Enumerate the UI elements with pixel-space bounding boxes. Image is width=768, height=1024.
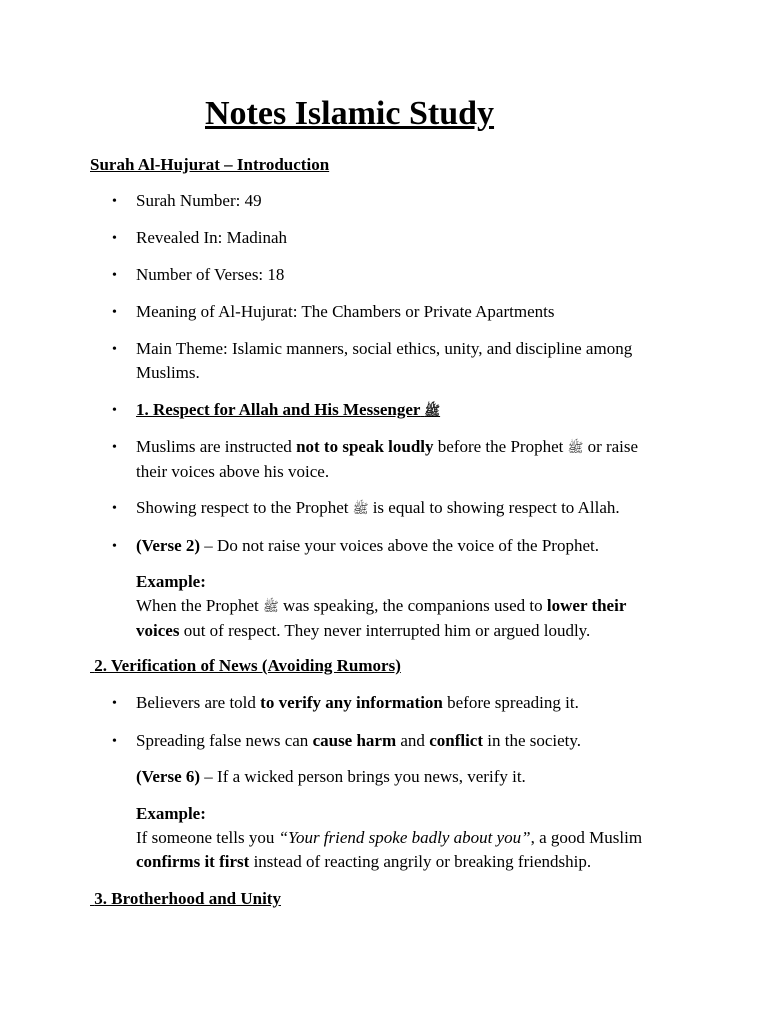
emphasis-text: conflict [429, 731, 484, 750]
emphasis-text: not to speak loudly [296, 437, 434, 456]
section-heading-brotherhood [90, 887, 281, 911]
page-title: Notes Islamic Study [205, 95, 495, 132]
bullet-icon: • [112, 696, 117, 711]
verse-line [136, 765, 676, 789]
section-heading-text: 2. Verification of News (Avoiding Rumors) [94, 656, 401, 675]
list-item: Meaning of Al-Hujurat: The Chambers or Private Apartments [136, 302, 555, 321]
emphasis-text: cause harm [312, 731, 397, 750]
section-heading-introduction: Surah Al-Hujurat – Introduction [90, 155, 330, 174]
text-run: – Do not raise your voices above the voice of the Prophet. [200, 536, 599, 555]
example-label: Example: [136, 572, 206, 591]
text-run: When the Prophet [136, 596, 263, 615]
bullet-icon: • [112, 501, 117, 516]
text-run: out of respect. They never interrupted him or argued loudly. [179, 621, 591, 640]
example-text [136, 826, 671, 874]
bullet-icon: • [112, 305, 117, 320]
salutation-glyph: ﷺ [352, 501, 369, 516]
bullet-icon: • [112, 539, 117, 554]
bullet-icon: • [112, 403, 117, 418]
list-item [136, 435, 666, 484]
bullet-icon: • [112, 194, 117, 209]
list-item [136, 691, 676, 715]
text-run: , a good Muslim [530, 828, 643, 847]
section-heading-verification [90, 654, 401, 678]
list-item: Number of Verses: 18 [136, 265, 285, 284]
bullet-icon: • [112, 231, 117, 246]
text-run: before the Prophet [433, 437, 568, 456]
list-item [136, 534, 676, 558]
bullet-icon: • [112, 440, 117, 455]
emphasis-text: lower their voices [136, 596, 627, 640]
bullet-icon: • [112, 268, 117, 283]
verse-reference: (Verse 6) [136, 767, 201, 786]
text-run: Believers are told [136, 693, 261, 712]
text-run: If someone tells you [136, 828, 279, 847]
list-item [136, 729, 676, 753]
salutation-glyph: ﷺ [424, 403, 441, 418]
salutation-glyph: ﷺ [263, 599, 279, 614]
emphasis-text: to verify any information [260, 693, 443, 712]
bullet-icon: • [112, 342, 117, 357]
quoted-text: “Your friend spoke badly about you” [278, 828, 531, 847]
text-run: before spreading it. [442, 693, 579, 712]
bullet-icon: • [112, 734, 117, 749]
text-run: Showing respect to the Prophet [136, 498, 353, 517]
salutation-glyph: ﷺ [567, 440, 584, 455]
text-run: instead of reacting angrily or breaking friendship. [249, 852, 592, 871]
text-run: and [396, 731, 430, 750]
text-run: was speaking, the companions used to [278, 596, 547, 615]
list-item: Main Theme: Islamic manners, social ethics, unity, and discipline among Muslims. [136, 339, 633, 382]
section-heading-text: 3. Brotherhood and Unity [94, 889, 281, 908]
list-item [136, 496, 676, 521]
text-run: or raise their voices above his voice. [136, 437, 639, 481]
list-item: Surah Number: 49 [136, 191, 262, 210]
emphasis-text: confirms it first [136, 852, 250, 871]
section-heading-respect [136, 398, 676, 423]
text-run: Muslims are instructed [136, 437, 297, 456]
text-run: in the society. [483, 731, 582, 750]
text-run: – If a wicked person brings you news, verify it. [200, 767, 526, 786]
text-run: is equal to showing respect to Allah. [368, 498, 620, 517]
example-text [136, 594, 666, 643]
example-label: Example: [136, 804, 206, 823]
section-heading-text: 1. Respect for Allah and His Messenger [136, 400, 421, 419]
text-run: Spreading false news can [136, 731, 313, 750]
verse-reference: (Verse 2) [136, 536, 201, 555]
list-item: Revealed In: Madinah [136, 228, 288, 247]
